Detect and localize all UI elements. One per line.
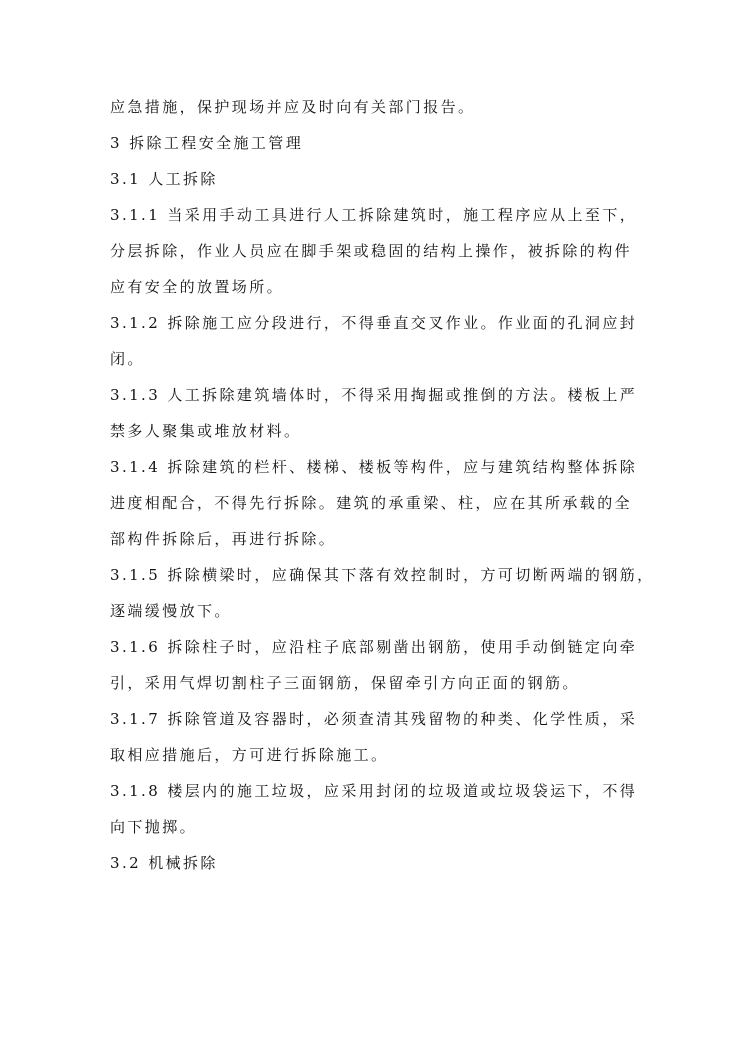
text-line: 3.1.3 人工拆除建筑墙体时，不得采用掏掘或推倒的方法。楼板上严: [110, 386, 638, 404]
clause-3-1-3: [110, 380, 640, 446]
text-line: 部构件拆除后，再进行拆除。: [110, 530, 337, 548]
text-line: 禁多人聚集或堆放材料。: [110, 422, 302, 440]
document-body: [110, 92, 655, 878]
text-line: 应急措施，保护现场并应及时向有关部门报告。: [110, 98, 476, 116]
heading-text: 3.2 机械拆除: [110, 854, 218, 872]
text-line: 3.1.7 拆除管道及容器时，必须查清其残留物的种类、化学性质，采: [110, 710, 638, 728]
text-line: 3.1.8 楼层内的施工垃圾，应采用封闭的垃圾道或垃圾袋运下，不得: [110, 782, 638, 800]
clause-3-1-8: [110, 776, 640, 842]
clause-3-1-7: [110, 704, 640, 770]
text-line: 3.1.6 拆除柱子时，应沿柱子底部剔凿出钢筋，使用手动倒链定向牵: [110, 638, 638, 656]
section-heading-3-1: [110, 164, 640, 194]
heading-text: 3 拆除工程安全施工管理: [110, 134, 304, 152]
text-line: 闭。: [110, 350, 145, 368]
text-line: 逐端缓慢放下。: [110, 602, 232, 620]
clause-3-1-6: [110, 632, 640, 698]
text-line: 取相应措施后，方可进行拆除施工。: [110, 746, 389, 764]
text-line: 3.1.1 当采用手动工具进行人工拆除建筑时，施工程序应从上至下，: [110, 206, 638, 224]
clause-3-1-1: [110, 200, 640, 302]
text-line: 3.1.5 拆除横梁时，应确保其下落有效控制时，方可切断两端的钢筋，: [110, 566, 655, 584]
text-line: 应有安全的放置场所。: [110, 278, 285, 296]
text-line: 进度相配合，不得先行拆除。建筑的承重梁、柱，应在其所承载的全: [110, 494, 633, 512]
text-line: 3.1.4 拆除建筑的栏杆、楼梯、楼板等构件，应与建筑结构整体拆除: [110, 458, 638, 476]
section-heading-3-2: [110, 848, 640, 878]
text-line: 引，采用气焊切割柱子三面钢筋，保留牵引方向正面的钢筋。: [110, 674, 580, 692]
heading-text: 3.1 人工拆除: [110, 170, 218, 188]
clause-3-1-2: [110, 308, 640, 374]
text-line: 3.1.2 拆除施工应分段进行，不得垂直交叉作业。作业面的孔洞应封: [110, 314, 638, 332]
section-heading-3: [110, 128, 640, 158]
clause-3-1-4: [110, 452, 640, 554]
paragraph-emergency-measures: [110, 92, 640, 122]
text-line: 分层拆除，作业人员应在脚手架或稳固的结构上操作，被拆除的构件: [110, 242, 633, 260]
text-line: 向下抛掷。: [110, 818, 198, 836]
clause-3-1-5: [110, 560, 655, 626]
